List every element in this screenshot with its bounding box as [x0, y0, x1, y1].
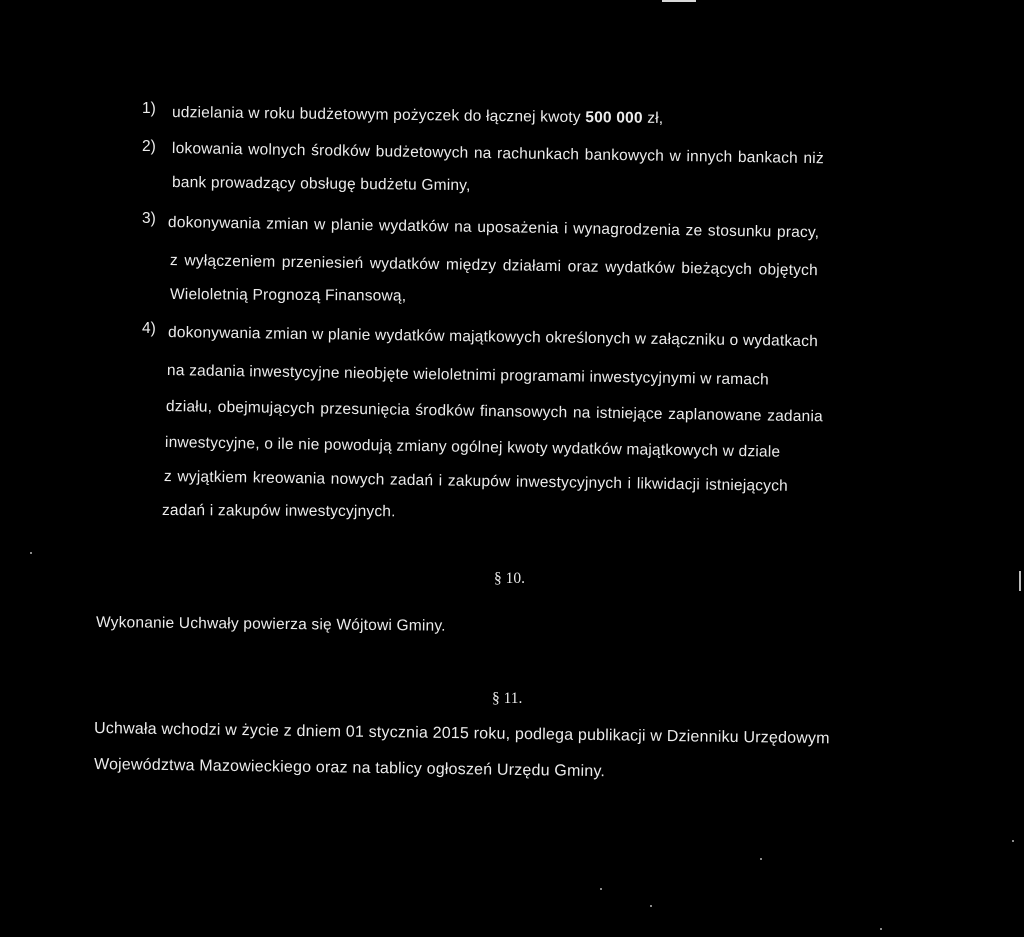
section-11-heading: § 11.: [492, 690, 523, 707]
section-11-line-1: Uchwała wchodzi w życie z dniem 01 stycznia 2015 roku, podlega publikacji w Dzienniku Urzędowym: [93, 720, 830, 748]
scan-speck: [650, 905, 652, 907]
list-item-3-line-2: z wyłączeniem przeniesień wydatków między działami oraz wydatków bieżących objętych: [169, 252, 819, 280]
list-item-3-line-3: Wieloletnią Prognozą Finansową,: [169, 286, 407, 305]
list-item-1-text: udzielania w roku budżetowym pożyczek do łącznej kwoty: [171, 104, 586, 127]
section-11-line-2: Województwa Mazowieckiego oraz na tablicy ogłoszeń Urzędu Gminy.: [93, 756, 606, 781]
list-item-4-line-2: na zadania inwestycyjne nieobjęte wieloletnimi programami inwestycyjnymi w ramach: [166, 362, 770, 389]
section-10-heading: § 10.: [494, 570, 525, 587]
scan-speck: [600, 888, 602, 890]
scan-mark-top: [662, 0, 696, 2]
list-number-1: 1): [142, 100, 156, 117]
scan-speck: [30, 552, 32, 554]
loan-amount: 500 000: [585, 109, 643, 127]
list-item-3-line-1: dokonywania zmian w planie wydatków na uposażenia i wynagrodzenia ze stosunku pracy,: [167, 214, 820, 242]
scan-speck: [880, 928, 882, 930]
section-10-text: Wykonanie Uchwały powierza się Wójtowi Gminy.: [95, 614, 446, 635]
list-number-4: 4): [142, 320, 156, 337]
list-item-4-line-4: inwestycyjne, o ile nie powodują zmiany ogólnej kwoty wydatków majątkowych w dziale: [164, 434, 781, 461]
scan-speck: [760, 858, 762, 860]
list-item-4-line-3: działu, obejmujących przesunięcia środków finansowych na istniejące zaplanowane zadania: [165, 398, 824, 426]
list-item-4-line-1: dokonywania zmian w planie wydatków majątkowych określonych w załączniku o wydatkach: [167, 324, 819, 351]
list-number-2: 2): [142, 138, 156, 155]
scan-mark-edge: [1019, 571, 1021, 591]
list-item-4-line-5: z wyjątkiem kreowania nowych zadań i zakupów inwestycyjnych i likwidacji istniejących: [163, 468, 789, 495]
list-number-3: 3): [142, 210, 156, 227]
scan-speck: [1012, 840, 1014, 842]
list-item-1-text-end: zł,: [642, 109, 664, 128]
list-item-2-line-1: lokowania wolnych środków budżetowych na rachunkach bankowych w innych bankach niż: [171, 140, 824, 168]
list-item-4-line-6: zadań i zakupów inwestycyjnych.: [161, 502, 396, 521]
list-item-2-line-2: bank prowadzący obsługę budżetu Gminy,: [171, 174, 471, 195]
list-item-1-line-1: [172, 104, 664, 128]
